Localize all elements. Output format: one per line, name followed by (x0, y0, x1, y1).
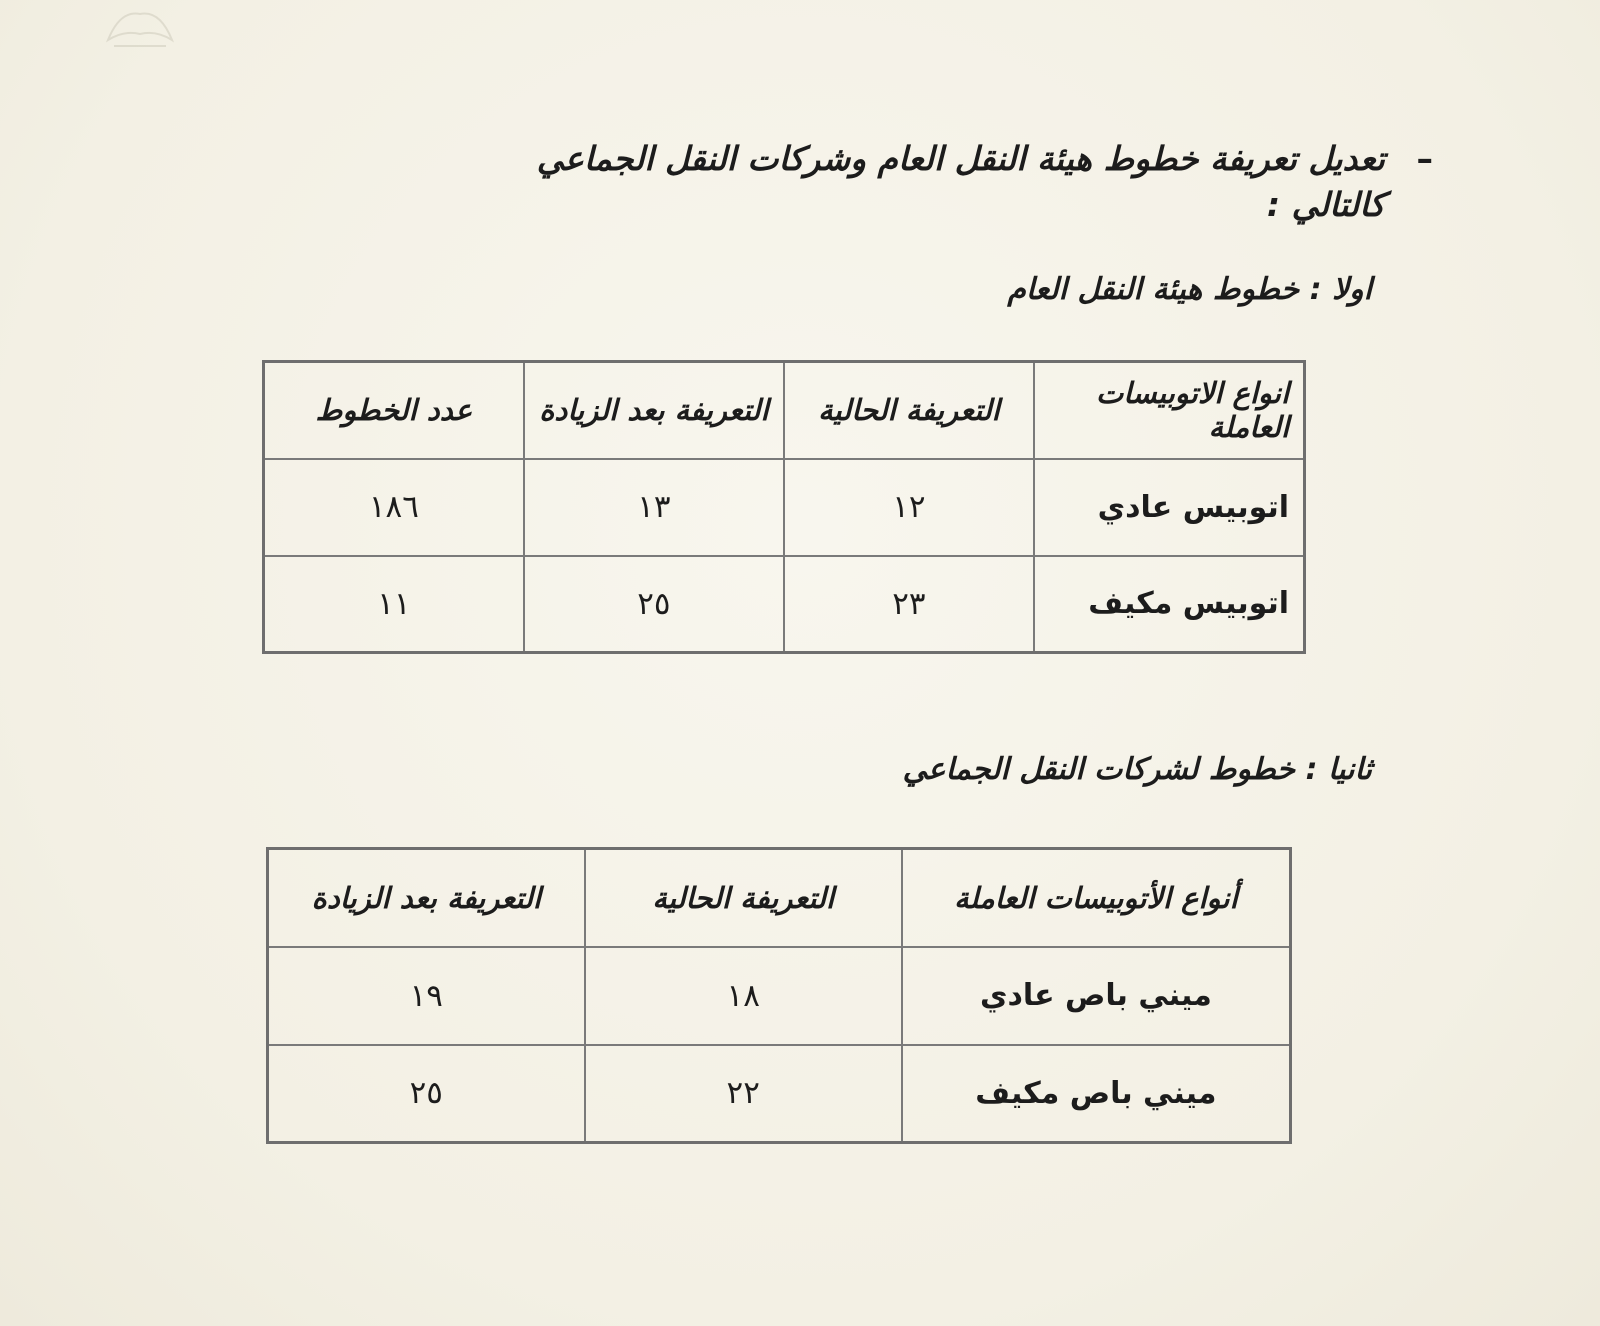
new-fare-cell: ١٩ (268, 947, 585, 1045)
current-fare-cell: ١٨ (585, 947, 902, 1045)
new-fare-cell: ٢٥ (268, 1045, 585, 1143)
intro-paragraph (465, 136, 1433, 228)
table-row (264, 459, 1305, 556)
header-line-count: عدد الخطوط (264, 362, 524, 459)
header-current-fare: التعريفة الحالية (784, 362, 1034, 459)
bus-type-cell: اتوبيس عادي (1034, 459, 1305, 556)
line-count-cell: ١٨٦ (264, 459, 524, 556)
table-row (264, 556, 1305, 653)
current-fare-cell: ٢٣ (784, 556, 1034, 653)
collective-transport-fare-table (266, 847, 1292, 1144)
current-fare-cell: ١٢ (784, 459, 1034, 556)
table-header-row (268, 849, 1291, 947)
public-transport-fare-table (262, 360, 1306, 654)
line-count-cell: ١١ (264, 556, 524, 653)
table-row (268, 947, 1291, 1045)
new-fare-cell: ٢٥ (524, 556, 784, 653)
emblem-watermark (100, 0, 180, 52)
table-row (268, 1045, 1291, 1143)
bus-type-cell: اتوبيس مكيف (1034, 556, 1305, 653)
header-new-fare: التعريفة بعد الزيادة (268, 849, 585, 947)
header-bus-types: انواع الاتوبيسات العاملة (1034, 362, 1305, 459)
bullet-dash: – (1416, 139, 1433, 178)
bus-type-cell: ميني باص عادي (902, 947, 1291, 1045)
new-fare-cell: ١٣ (524, 459, 784, 556)
header-current-fare: التعريفة الحالية (585, 849, 902, 947)
intro-text: تعديل تعريفة خطوط هيئة النقل العام وشركات النقل الجماعي كالتالي : (536, 139, 1385, 224)
current-fare-cell: ٢٢ (585, 1045, 902, 1143)
header-bus-types: أنواع الأتوبيسات العاملة (902, 849, 1291, 947)
section-title-collective-transport: ثانيا : خطوط لشركات النقل الجماعي (902, 752, 1372, 787)
bus-type-cell: ميني باص مكيف (902, 1045, 1291, 1143)
table-header-row (264, 362, 1305, 459)
section-title-public-transport: اولا : خطوط هيئة النقل العام (1007, 272, 1372, 307)
header-new-fare: التعريفة بعد الزيادة (524, 362, 784, 459)
